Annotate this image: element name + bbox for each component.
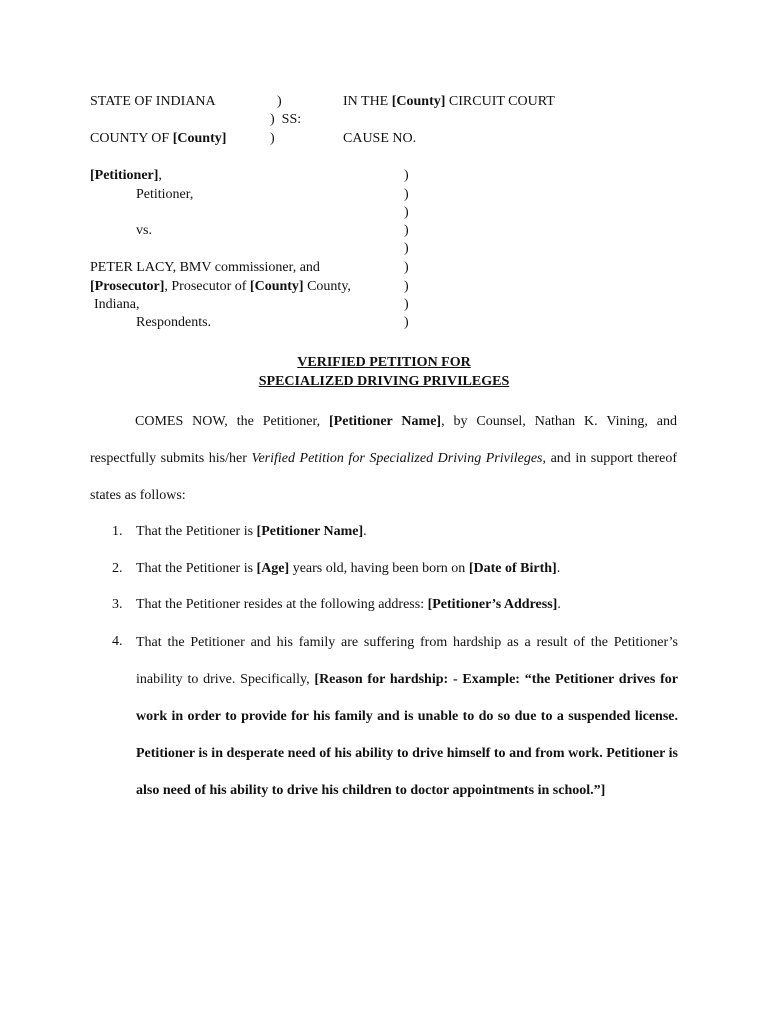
list-item: That the Petitioner is [Petitioner Name]. [136, 524, 367, 539]
county-label: COUNTY OF [County] [90, 131, 227, 146]
court-heading: IN THE [County] CIRCUIT COURT [343, 94, 555, 109]
item-number: 3. [112, 597, 123, 612]
intro-paragraph: COMES NOW, the Petitioner, [Petitioner Name], by Counsel, Nathan K. Vining, and respectfully submits his/her Verified Petition for Specialized Driving Privileges, and in support thereof states as follows: [90, 414, 677, 503]
caption-paren: ) [404, 223, 409, 238]
petitioner-name: [Petitioner], [90, 168, 162, 183]
list-item: That the Petitioner and his family are suffering from hardship as a result of the Petitioner’s inability to drive. Specifically, [Reason for hardship: - Example: “the Petitioner drives for work in order to provide for his family and is unable to do so due to a suspended license. Petitioner is in desperate need of his ability to drive himself to and from work. Petitioner is also need of his ability to drive his children to doctor appointments in school.”] [136, 635, 678, 798]
caption-paren: ) [277, 94, 282, 109]
caption-paren: ) [404, 297, 409, 312]
item-number: 2. [112, 561, 123, 576]
petitioner-role: Petitioner, [136, 187, 194, 202]
respondent-prosecutor: [Prosecutor], Prosecutor of [County] County, [90, 279, 351, 294]
caption-paren: ) [404, 241, 409, 256]
caption-paren: ) [404, 260, 409, 275]
versus-label: vs. [136, 223, 152, 238]
state-label: STATE OF INDIANA [90, 94, 216, 109]
item-number: 1. [112, 524, 123, 539]
respondent-bmv: PETER LACY, BMV commissioner, and [90, 260, 320, 275]
cause-number-label: CAUSE NO. [343, 131, 417, 146]
ss-line: ) SS: [270, 112, 302, 127]
respondent-state: Indiana, [94, 297, 140, 312]
caption-paren: ) [404, 168, 409, 183]
respondents-role: Respondents. [136, 315, 212, 330]
list-item: That the Petitioner resides at the following address: [Petitioner’s Address]. [136, 597, 561, 612]
document-title-line2: SPECIALIZED DRIVING PRIVILEGES [258, 374, 510, 389]
document-title-line1: VERIFIED PETITION FOR [297, 355, 471, 370]
caption-paren: ) [404, 187, 409, 202]
list-item: That the Petitioner is [Age] years old, having been born on [Date of Birth]. [136, 561, 561, 576]
caption-paren: ) [404, 315, 409, 330]
caption-paren: ) [404, 279, 409, 294]
caption-paren: ) [404, 205, 409, 220]
caption-paren: ) [270, 131, 275, 146]
item-number: 4. [112, 634, 123, 649]
